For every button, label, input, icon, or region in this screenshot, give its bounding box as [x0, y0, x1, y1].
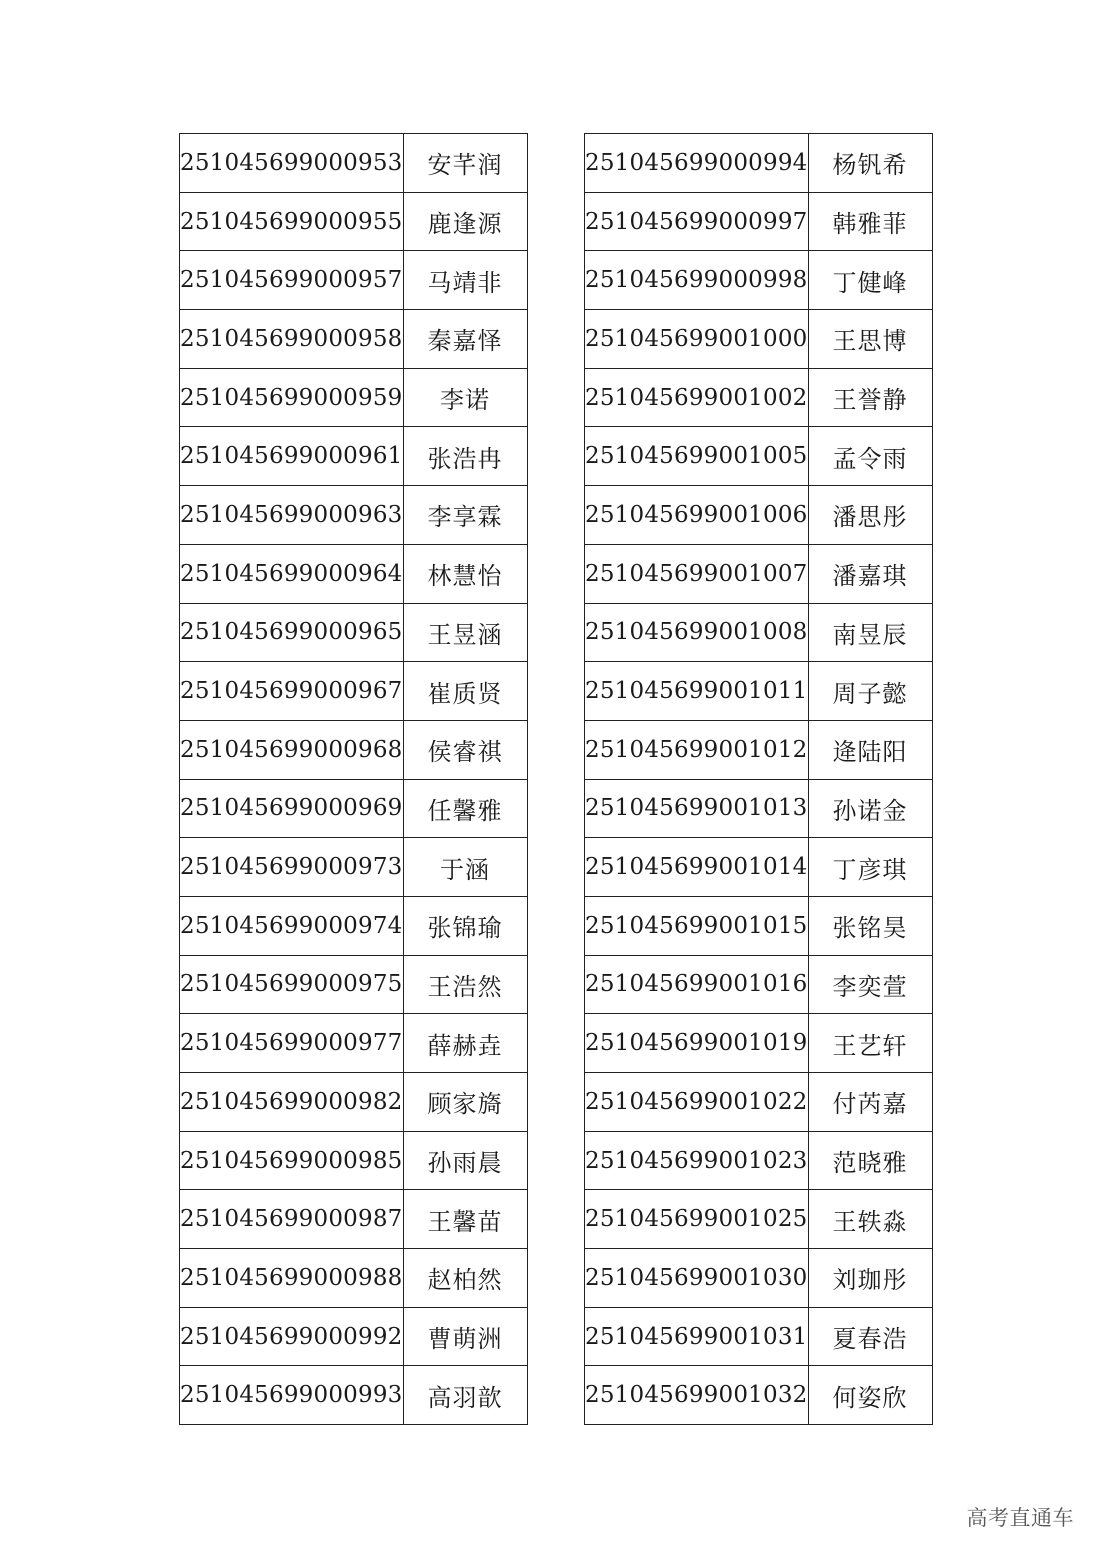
table-row: [180, 955, 528, 1014]
candidate-name-cell: 夏春浩: [808, 1307, 932, 1366]
table-row: [585, 662, 933, 721]
candidate-id-cell: 251045699001014: [585, 838, 809, 897]
candidate-id-cell: 251045699000977: [180, 1014, 404, 1073]
table-row: [180, 1073, 528, 1132]
candidate-id-cell: 251045699001023: [585, 1131, 809, 1190]
roster-table-right-body: [585, 134, 933, 1425]
candidate-id-cell: 251045699000964: [180, 544, 404, 603]
candidate-name-cell: 安芊润: [403, 134, 527, 193]
table-row: [585, 192, 933, 251]
table-row: [585, 603, 933, 662]
roster-table-right: [584, 133, 933, 1425]
candidate-id-cell: 251045699000961: [180, 427, 404, 486]
table-row: [180, 486, 528, 545]
candidate-id-cell: 251045699000994: [585, 134, 809, 193]
candidate-name-cell: 李享霖: [403, 486, 527, 545]
table-row: [180, 310, 528, 369]
table-row: [585, 251, 933, 310]
candidate-name-cell: 潘嘉琪: [808, 544, 932, 603]
table-row: [180, 192, 528, 251]
table-row: [585, 1366, 933, 1425]
roster-table-left: [179, 133, 528, 1425]
table-row: [585, 779, 933, 838]
table-row: [585, 1014, 933, 1073]
table-row: [585, 955, 933, 1014]
table-row: [180, 1014, 528, 1073]
candidate-id-cell: 251045699000998: [585, 251, 809, 310]
candidate-id-cell: 251045699000959: [180, 368, 404, 427]
candidate-id-cell: 251045699000992: [180, 1307, 404, 1366]
candidate-name-cell: 何姿欣: [808, 1366, 932, 1425]
table-row: [180, 134, 528, 193]
candidate-name-cell: 秦嘉怿: [403, 310, 527, 369]
table-row: [180, 427, 528, 486]
candidate-name-cell: 王浩然: [403, 955, 527, 1014]
table-row: [585, 1249, 933, 1308]
candidate-name-cell: 王轶淼: [808, 1190, 932, 1249]
candidate-name-cell: 潘思彤: [808, 486, 932, 545]
candidate-name-cell: 曹萌洲: [403, 1307, 527, 1366]
candidate-name-cell: 孟令雨: [808, 427, 932, 486]
candidate-id-cell: 251045699001030: [585, 1249, 809, 1308]
candidate-name-cell: 王誉静: [808, 368, 932, 427]
candidate-id-cell: 251045699000955: [180, 192, 404, 251]
table-row: [180, 603, 528, 662]
candidate-id-cell: 251045699000958: [180, 310, 404, 369]
table-row: [180, 1307, 528, 1366]
table-row: [585, 427, 933, 486]
candidate-name-cell: 马靖非: [403, 251, 527, 310]
candidate-id-cell: 251045699001002: [585, 368, 809, 427]
watermark-text: 高考直通车: [966, 1506, 1074, 1530]
candidate-id-cell: 251045699000974: [180, 896, 404, 955]
table-row: [585, 1131, 933, 1190]
table-row: [585, 1073, 933, 1132]
candidate-name-cell: 崔质贤: [403, 662, 527, 721]
candidate-name-cell: 侯睿祺: [403, 720, 527, 779]
table-row: [585, 896, 933, 955]
table-row: [180, 720, 528, 779]
table-row: [180, 1131, 528, 1190]
candidate-name-cell: 付芮嘉: [808, 1073, 932, 1132]
candidate-name-cell: 王馨苗: [403, 1190, 527, 1249]
candidate-id-cell: 251045699001025: [585, 1190, 809, 1249]
table-row: [180, 544, 528, 603]
candidate-id-cell: 251045699000957: [180, 251, 404, 310]
roster-table-left-body: [180, 134, 528, 1425]
candidate-name-cell: 王艺轩: [808, 1014, 932, 1073]
candidate-name-cell: 顾家旖: [403, 1073, 527, 1132]
candidate-name-cell: 薛赫垚: [403, 1014, 527, 1073]
candidate-id-cell: 251045699001015: [585, 896, 809, 955]
table-row: [180, 1249, 528, 1308]
candidate-name-cell: 逄陆阳: [808, 720, 932, 779]
candidate-name-cell: 李奕萱: [808, 955, 932, 1014]
candidate-name-cell: 范晓雅: [808, 1131, 932, 1190]
table-row: [180, 251, 528, 310]
candidate-id-cell: 251045699000968: [180, 720, 404, 779]
candidate-id-cell: 251045699000985: [180, 1131, 404, 1190]
table-row: [180, 1366, 528, 1425]
candidate-name-cell: 周子懿: [808, 662, 932, 721]
candidate-name-cell: 丁健峰: [808, 251, 932, 310]
candidate-name-cell: 刘珈彤: [808, 1249, 932, 1308]
candidate-name-cell: 王思博: [808, 310, 932, 369]
candidate-name-cell: 王昱涵: [403, 603, 527, 662]
candidate-id-cell: 251045699000988: [180, 1249, 404, 1308]
candidate-id-cell: 251045699001031: [585, 1307, 809, 1366]
candidate-id-cell: 251045699001000: [585, 310, 809, 369]
candidate-name-cell: 张浩冉: [403, 427, 527, 486]
candidate-name-cell: 杨钒希: [808, 134, 932, 193]
candidate-id-cell: 251045699001019: [585, 1014, 809, 1073]
candidate-name-cell: 任馨雅: [403, 779, 527, 838]
candidate-id-cell: 251045699001005: [585, 427, 809, 486]
candidate-id-cell: 251045699000965: [180, 603, 404, 662]
candidate-name-cell: 张铭昊: [808, 896, 932, 955]
candidate-name-cell: 于涵: [403, 838, 527, 897]
candidate-id-cell: 251045699001013: [585, 779, 809, 838]
candidate-id-cell: 251045699000987: [180, 1190, 404, 1249]
candidate-id-cell: 251045699000953: [180, 134, 404, 193]
candidate-id-cell: 251045699001032: [585, 1366, 809, 1425]
candidate-id-cell: 251045699001011: [585, 662, 809, 721]
candidate-name-cell: 南昱辰: [808, 603, 932, 662]
table-row: [585, 368, 933, 427]
table-row: [180, 662, 528, 721]
candidate-id-cell: 251045699001008: [585, 603, 809, 662]
candidate-id-cell: 251045699000967: [180, 662, 404, 721]
table-row: [585, 838, 933, 897]
candidate-name-cell: 丁彦琪: [808, 838, 932, 897]
candidate-id-cell: 251045699000997: [585, 192, 809, 251]
table-row: [585, 544, 933, 603]
candidate-id-cell: 251045699000975: [180, 955, 404, 1014]
candidate-id-cell: 251045699001022: [585, 1073, 809, 1132]
candidate-id-cell: 251045699000973: [180, 838, 404, 897]
table-row: [585, 720, 933, 779]
candidate-name-cell: 韩雅菲: [808, 192, 932, 251]
table-row: [180, 838, 528, 897]
candidate-name-cell: 孙雨晨: [403, 1131, 527, 1190]
table-row: [180, 896, 528, 955]
candidate-id-cell: 251045699000982: [180, 1073, 404, 1132]
table-row: [585, 310, 933, 369]
candidate-name-cell: 张锦瑜: [403, 896, 527, 955]
candidate-name-cell: 林慧怡: [403, 544, 527, 603]
candidate-name-cell: 高羽歆: [403, 1366, 527, 1425]
candidate-id-cell: 251045699001006: [585, 486, 809, 545]
candidate-id-cell: 251045699000993: [180, 1366, 404, 1425]
candidate-id-cell: 251045699001007: [585, 544, 809, 603]
candidate-name-cell: 鹿逢源: [403, 192, 527, 251]
table-row: [180, 1190, 528, 1249]
table-row: [180, 779, 528, 838]
candidate-name-cell: 孙诺金: [808, 779, 932, 838]
table-row: [585, 1307, 933, 1366]
candidate-name-cell: 赵柏然: [403, 1249, 527, 1308]
candidate-id-cell: 251045699001016: [585, 955, 809, 1014]
table-row: [585, 134, 933, 193]
table-row: [585, 1190, 933, 1249]
table-row: [585, 486, 933, 545]
candidate-name-cell: 李诺: [403, 368, 527, 427]
candidate-id-cell: 251045699000969: [180, 779, 404, 838]
candidate-id-cell: 251045699001012: [585, 720, 809, 779]
candidate-id-cell: 251045699000963: [180, 486, 404, 545]
table-row: [180, 368, 528, 427]
